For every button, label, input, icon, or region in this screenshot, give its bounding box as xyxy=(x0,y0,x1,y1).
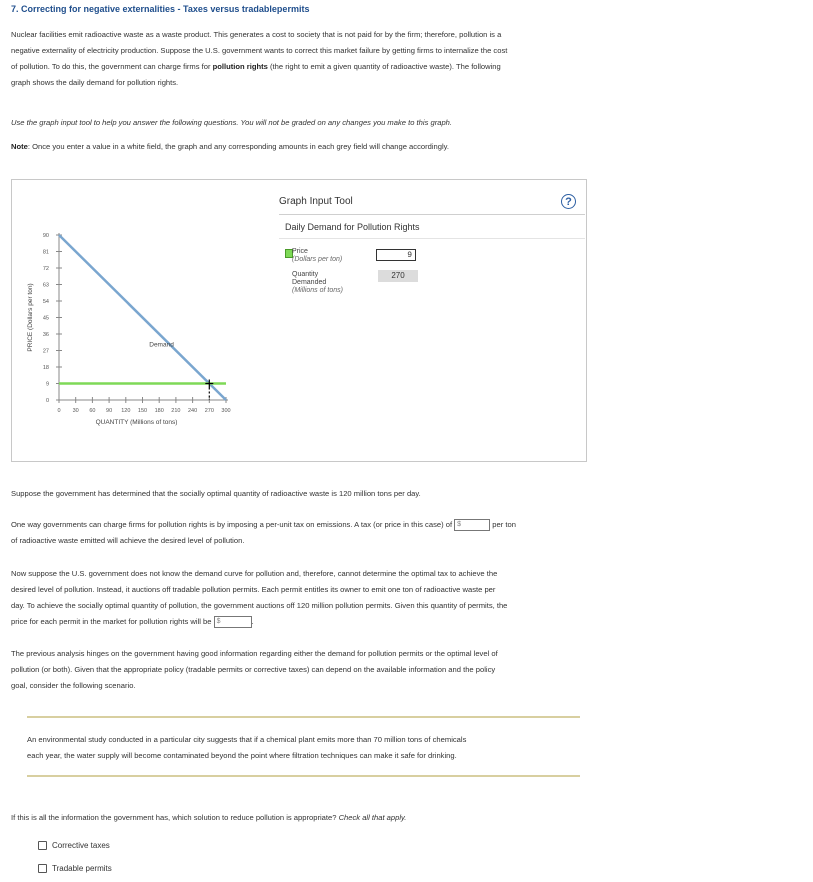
y-tick-label: 72 xyxy=(42,266,49,272)
y-tick-label: 54 xyxy=(42,299,49,305)
x-tick-label: 180 xyxy=(154,408,164,414)
intro-line: Nuclear facilities emit radioactive waste as a waste product. This generates a cost to society that is not paid for by the firm; therefore, pollution is a xyxy=(11,30,502,39)
option-label: Tradable permits xyxy=(52,864,112,873)
pollution-rights-term: pollution rights xyxy=(212,62,268,71)
question-4 xyxy=(11,646,631,694)
question-4-line: The previous analysis hinges on the government having good information regarding either the demand for pollution permits or the optimal level of xyxy=(11,649,498,658)
x-tick-label: 0 xyxy=(57,408,61,414)
graph-input-tool xyxy=(11,179,587,462)
x-tick-label: 30 xyxy=(72,408,79,414)
price-label-text: Price xyxy=(292,248,308,255)
y-tick-label: 63 xyxy=(42,282,49,289)
y-tick-label: 45 xyxy=(42,315,49,322)
y-tick-label: 18 xyxy=(42,365,49,371)
scenario-top-rule xyxy=(27,716,580,718)
y-tick-label: 81 xyxy=(42,249,49,256)
question-2 xyxy=(11,517,631,549)
per-ton-text: per ton xyxy=(490,520,516,529)
intro-line: negative externality of electricity production. Suppose the U.S. government wants to correct this market failure by getting firms to internalize the cost xyxy=(11,46,508,55)
demand-label: Demand xyxy=(149,341,174,349)
graph-instructions: Use the graph input tool to help you answer the following questions. You will not be graded on any changes you make to this graph. xyxy=(11,118,453,127)
quantity-output: 270 xyxy=(378,270,418,282)
graph-tool-title: Graph Input Tool xyxy=(279,196,353,207)
x-tick-label: 240 xyxy=(188,408,198,414)
panel-title: Daily Demand for Pollution Rights xyxy=(285,222,420,232)
scenario xyxy=(27,732,587,764)
x-tick-label: 150 xyxy=(137,408,148,414)
question-5-text: If this is all the information the government has, which solution to reduce pollution is appropriate? xyxy=(11,813,339,822)
note xyxy=(11,139,623,155)
question-5 xyxy=(11,810,623,826)
scenario-line: each year, the water supply will become contaminated beyond the point where filtration techniques can make it safe for drinking. xyxy=(27,751,457,760)
y-tick-label: 90 xyxy=(42,233,49,239)
intro-line xyxy=(11,59,623,75)
scenario-bottom-rule xyxy=(27,775,580,777)
page-title: 7. Correcting for negative externalities - Taxes versus tradablepermits xyxy=(11,4,310,14)
note-text: : Once you enter a value in a white field, the graph and any corresponding amounts in each grey field will change accordingly. xyxy=(27,142,450,151)
help-icon[interactable]: ? xyxy=(561,194,576,209)
y-tick-label: 36 xyxy=(42,332,49,338)
checkbox[interactable] xyxy=(38,841,47,850)
y-tick-label: 0 xyxy=(45,398,49,404)
checkbox[interactable] xyxy=(38,864,47,873)
x-tick-label: 210 xyxy=(171,408,181,414)
quantity-label-text: Demanded xyxy=(292,279,327,286)
quantity-units: (Millions of tons) xyxy=(292,287,343,294)
x-tick-label: 120 xyxy=(121,408,131,414)
intro-paragraph xyxy=(11,27,623,91)
question-2-line xyxy=(11,517,631,533)
demand-curve xyxy=(59,235,226,400)
x-tick-label: 60 xyxy=(89,408,96,414)
x-axis-label: QUANTITY (Millions of tons) xyxy=(95,419,178,426)
question-4-line: pollution (or both). Given that the appropriate policy (tradable permits or corrective taxes) can depend on the available information and the policy xyxy=(11,665,496,674)
question-4-line: goal, consider the following scenario. xyxy=(11,681,136,690)
question-3-line: day. To achieve the socially optimal quantity of pollution, the government auctions off 120 million pollution permits. Given this quantity of permits, the xyxy=(11,601,508,610)
question-3-text: price for each permit in the market for pollution rights will be xyxy=(11,617,214,626)
intro-line: graph shows the daily demand for pollution rights. xyxy=(11,78,179,87)
x-tick-label: 270 xyxy=(204,408,214,414)
price-input[interactable]: 9 xyxy=(376,249,416,261)
price-units: (Dollars per ton) xyxy=(292,256,343,263)
intro-text: of pollution. To do this, the government can charge firms for xyxy=(11,62,213,71)
question-3 xyxy=(11,566,631,630)
question-2-line: of radioactive waste emitted will achieve the desired level of pollution. xyxy=(11,536,245,545)
quantity-label-text: Quantity xyxy=(292,271,319,278)
question-3-line xyxy=(11,614,631,630)
note-label: Note xyxy=(11,142,28,151)
question-3-line: desired level of pollution. Instead, it auctions off tradable pollution permits. Each permit entitles its owner to emit one ton of radioactive waste per xyxy=(11,585,496,594)
price-label xyxy=(292,248,342,264)
period: . xyxy=(251,617,254,626)
question-2-text: One way governments can charge firms for pollution rights is by imposing a per-unit tax on emissions. A tax (or price in this case) of xyxy=(11,520,455,529)
permit-price-input[interactable]: $ xyxy=(214,616,252,628)
question-1: Suppose the government has determined that the socially optimal quantity of radioactive waste is 120 million tons per day. xyxy=(11,489,421,498)
tax-input[interactable]: $ xyxy=(454,519,490,531)
question-3-line: Now suppose the U.S. government does not know the demand curve for pollution and, therefore, cannot determine the optimal tax to achieve the xyxy=(11,569,498,578)
divider xyxy=(279,214,585,215)
y-tick-label: 27 xyxy=(42,348,49,355)
y-tick-label: 9 xyxy=(45,381,49,388)
option-label: Corrective taxes xyxy=(52,841,110,850)
scenario-line: An environmental study conducted in a particular city suggests that if a chemical plant emits more than 70 million tons of chemicals xyxy=(27,735,467,744)
divider xyxy=(279,238,585,239)
x-tick-label: 90 xyxy=(106,408,113,414)
quantity-label xyxy=(292,271,343,295)
y-axis-label: PRICE (Dollars per ton) xyxy=(27,283,34,352)
intro-text: (the right to emit a given quantity of radioactive waste). The following xyxy=(267,62,501,71)
demand-chart[interactable] xyxy=(12,180,252,440)
x-tick-label: 300 xyxy=(221,408,231,414)
check-all-hint: Check all that apply. xyxy=(338,813,407,822)
